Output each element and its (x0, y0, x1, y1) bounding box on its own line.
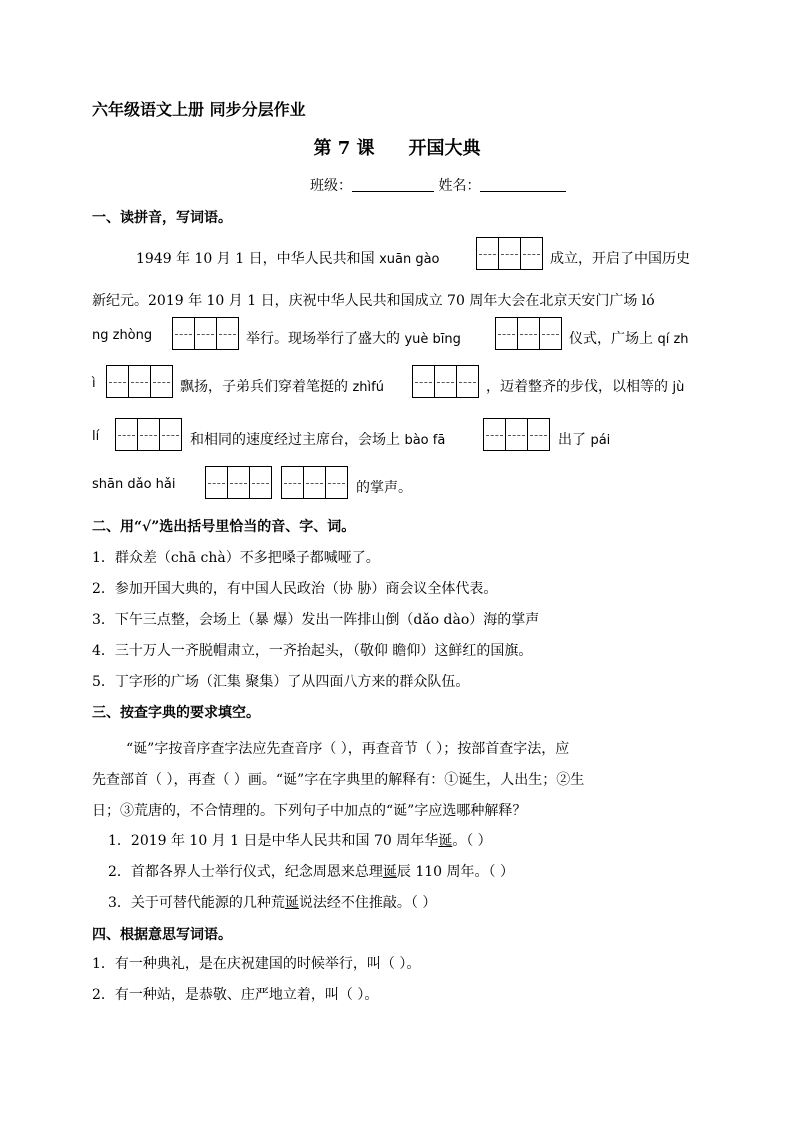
section2-heading: 二、用“√”选出括号里恰当的音、字、词。 (92, 519, 356, 535)
s2-item-2[interactable]: 2．参加开国大典的，有中国人民政治（协 胁）商会议全体代表。 (92, 581, 498, 597)
pinyin-juli-end: lí (92, 429, 100, 444)
class-label: 班级： (310, 178, 352, 194)
answer-box-yuebing[interactable] (495, 317, 562, 350)
section4-heading: 四、根据意思写词语。 (92, 927, 232, 943)
s3-question-1[interactable]: 1．2019 年 10 月 1 日是中华人民共和国 70 周年华诞。（ ） (108, 833, 492, 849)
section3-heading: 三、按查字典的要求填空。 (92, 705, 260, 721)
answer-box-baofa[interactable] (483, 418, 550, 451)
s1-line5b: 和相同的速度经过主席台，会场上 bào fā (190, 432, 446, 448)
s3-para-line2[interactable]: 先查部首（ ），再查（ ）画。“诞”字在字典里的解释有：①诞生，人出生；②生 (92, 772, 585, 788)
answer-box-daohai[interactable] (281, 466, 348, 499)
s3-question-2[interactable]: 2．首都各界人士举行仪式，纪念周恩来总理诞辰 110 周年。（ ） (108, 864, 514, 880)
worksheet-header: 六年级语文上册 同步分层作业 (92, 100, 306, 119)
lesson-name: 开国大典 (408, 138, 481, 159)
pinyin-juli: jù (672, 380, 685, 395)
s2-item-3[interactable]: 3．下午三点整，会场上（暴 爆）发出一阵排山倒（dǎo dào）海的掌声 (92, 612, 540, 628)
answer-box-paishan[interactable] (205, 466, 272, 499)
s3-para-line3: 日；③荒唐的，不合情理的。下列句子中加点的“诞”字应选哪种解释？ (92, 803, 527, 819)
pinyin-paishan: pái (590, 433, 611, 448)
s2-item-4[interactable]: 4．三十万人一齐脱帽肃立，一齐抬起头，（敬仰 瞻仰）这鲜红的国旗。 (92, 643, 533, 659)
section1-heading: 一、读拼音，写词语。 (92, 210, 232, 226)
s4-item-1[interactable]: 1．有一种典礼，是在庆祝建国的时候举行，叫（ ）。 (92, 956, 421, 972)
s1-line1a: 1949 年 10 月 1 日，中华人民共和国 xuān gào (136, 251, 440, 267)
s4-item-2[interactable]: 2．有一种站，是恭敬、庄严地立着，叫（ ）。 (92, 987, 379, 1003)
s2-item-5[interactable]: 5．丁字形的广场（汇集 聚集）了从四面八方来的群众队伍。 (92, 674, 470, 690)
s1-line3c: 仪式，广场上 qí zh (569, 331, 689, 347)
s3-para-line1[interactable]: “诞”字按音序查字法应先查音序（ ），再查音节（ ）；按部首查字法，应 (126, 741, 570, 757)
pinyin-paishandaohai: shān dǎo hǎi (92, 477, 176, 492)
class-name-line (310, 175, 566, 195)
class-blank[interactable] (352, 177, 434, 192)
s2-item-1[interactable]: 1．群众差（chā chà）不多把嗓子都喊哑了。 (92, 550, 380, 566)
s1-line4c: ，迈着整齐的步伐，以相等的 jù (486, 379, 685, 395)
pinyin-qizhi-end: ì (92, 376, 96, 391)
name-blank[interactable] (480, 177, 566, 192)
answer-box-juli[interactable] (115, 418, 182, 451)
lesson-number: 第 7 课 (313, 138, 375, 159)
pinyin-qizhi: qí zh (657, 332, 689, 347)
pinyin-yuebing: yuè bīng (404, 332, 461, 347)
page-title (0, 134, 794, 160)
answer-box-zhifu[interactable] (412, 365, 479, 398)
s1-line3b: 举行。现场举行了盛大的 yuè bīng (246, 331, 461, 347)
s1-line5c: 出了 pái (558, 432, 611, 448)
answer-box-longzhong[interactable] (172, 317, 239, 350)
pinyin-zhifu: zhìfú (352, 380, 384, 395)
s1-line1b: 成立，开启了中国历史 (550, 251, 690, 267)
answer-box-qizhi[interactable] (106, 365, 173, 398)
s1-line4b: 飘扬，子弟兵们穿着笔挺的 zhìfú (180, 379, 384, 395)
pinyin-baofa: bào fā (404, 433, 446, 448)
s1-line2: 新纪元。2019 年 10 月 1 日，庆祝中华人民共和国成立 70 周年大会在北京天安门广场 ló (92, 293, 655, 309)
s1-line6b: 的掌声。 (356, 480, 412, 496)
pinyin-longzhong: ng zhòng (92, 328, 153, 343)
pinyin-xuangao: xuān gào (379, 252, 440, 267)
answer-box-xuangao[interactable] (476, 237, 543, 270)
name-label: 姓名： (438, 178, 481, 194)
s3-question-3[interactable]: 3．关于可替代能源的几种荒诞说法经不住推敲。（ ） (108, 895, 437, 911)
